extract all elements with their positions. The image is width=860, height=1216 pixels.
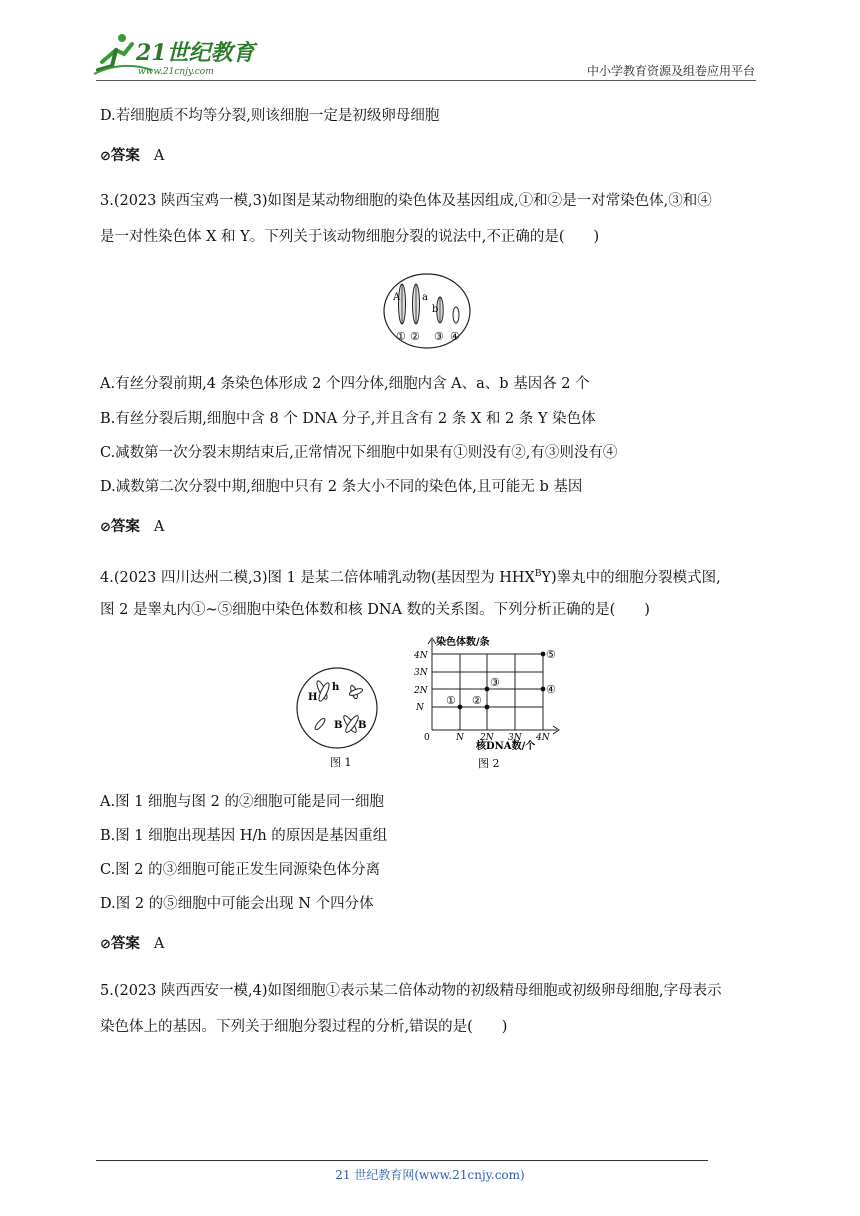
q3-stem-line2: 是一对性染色体 X 和 Y。下列关于该动物细胞分裂的说法中,不正确的是( )	[100, 229, 600, 245]
origin-label: 0	[424, 733, 430, 743]
q4-stem-line1: 4.(2023 四川达州二模,3)图 1 是某二倍体哺乳动物(基因型为 $HHX^BY$)睾丸中的细胞分裂模式图,	[100, 569, 721, 586]
q3-cell-figure	[382, 272, 472, 350]
footer-divider	[96, 1160, 708, 1161]
q4-figure-1	[294, 666, 380, 776]
point-label-5: ⑤	[546, 648, 556, 661]
q4-option-b: B.图 1 细胞出现基因 H/h 的原因是基因重组	[100, 828, 388, 844]
check-circle-icon: ⊘	[100, 149, 111, 164]
chromosome-label-1: ①	[396, 330, 406, 343]
x-tick-2N: 2N	[480, 733, 494, 743]
point-label-2: ②	[472, 694, 482, 707]
x-tick-4N: 4N	[536, 733, 550, 743]
q2-answer	[100, 146, 164, 167]
gene-H-label: H	[308, 692, 318, 703]
point-1-marker	[458, 705, 463, 710]
point-4-marker	[541, 687, 546, 692]
point-5-marker	[541, 652, 546, 657]
chromosome-label-2: ②	[410, 330, 420, 343]
y-tick-N: N	[416, 703, 424, 713]
chromosome-label-3: ③	[434, 330, 444, 343]
answer-value: A	[153, 936, 165, 952]
q4-option-a: A.图 1 细胞与图 2 的②细胞可能是同一细胞	[100, 794, 384, 810]
check-circle-icon: ⊘	[100, 937, 111, 952]
q5-stem-line1: 5.(2023 陕西西安一模,4)如图细胞①表示某二倍体动物的初级精母细胞或初级卵母细胞,字母表示	[100, 983, 722, 999]
fig2-caption: 图 2	[478, 757, 500, 770]
x-axis-title: 核DNA数/个	[476, 741, 536, 752]
point-2-marker	[485, 705, 490, 710]
q3-option-b: B.有丝分裂后期,细胞中含 8 个 DNA 分子,并且含有 2 条 X 和 2 条 Y 染色体	[100, 411, 596, 427]
y-tick-3N: 3N	[414, 668, 428, 678]
y-tick-4N: 4N	[414, 651, 428, 661]
footer-link[interactable]: 21 世纪教育网(www.21cnjy.com)	[335, 1168, 525, 1182]
answer-value: A	[153, 519, 165, 535]
q4-option-d: D.图 2 的⑤细胞中可能会出现 N 个四分体	[100, 896, 374, 912]
header-divider	[96, 80, 756, 81]
point-label-3: ③	[490, 676, 500, 689]
point-label-1: ①	[446, 694, 456, 707]
check-circle-icon: ⊘	[100, 520, 111, 535]
q4-answer	[100, 934, 164, 955]
q3-option-c: C.减数第一次分裂末期结束后,正常情况下细胞中如果有①则没有②,有③则没有④	[100, 445, 618, 461]
gene-a-label: a	[422, 292, 428, 303]
q5-stem-line2: 染色体上的基因。下列关于细胞分裂过程的分析,错误的是( )	[100, 1019, 508, 1035]
answer-label: 答案	[110, 936, 140, 952]
q4-option-c: C.图 2 的③细胞可能正发生同源染色体分离	[100, 862, 381, 878]
answer-value: A	[153, 148, 165, 164]
gene-B1-label: B	[334, 720, 343, 731]
gene-A-label: A	[393, 292, 401, 303]
y-tick-2N: 2N	[414, 686, 428, 696]
q3-option-d: D.减数第二次分裂中期,细胞中只有 2 条大小不同的染色体,且可能无 b 基因	[100, 479, 583, 495]
q4-stem-superscript: B	[534, 569, 542, 579]
q3-stem-line1: 3.(2023 陕西宝鸡一模,3)如图是某动物细胞的染色体及基因组成,①和②是一对常染色体,③和④	[100, 193, 712, 209]
y-axis-title: 染色体数/条	[436, 637, 490, 648]
x-tick-N: N	[456, 733, 464, 743]
q3-answer	[100, 517, 164, 538]
fig1-caption: 图 1	[330, 756, 352, 769]
answer-label: 答案	[110, 148, 140, 164]
point-label-4: ④	[546, 683, 556, 696]
platform-name: 中小学教育资源及组卷应用平台	[586, 64, 755, 78]
q4-stem-line2: 图 2 是睾丸内①~⑤细胞中染色体数和核 DNA 数的关系图。下列分析正确的是( )	[100, 602, 650, 618]
q2-option-d: D.若细胞质不均等分裂,则该细胞一定是初级卵母细胞	[100, 108, 440, 124]
q4-figure-2	[412, 636, 562, 776]
q3-option-a: A.有丝分裂前期,4 条染色体形成 2 个四分体,细胞内含 A、a、b 基因各 2 个	[100, 376, 590, 392]
answer-label: 答案	[110, 519, 140, 535]
point-3-marker	[485, 687, 490, 692]
gene-h-label: h	[332, 682, 340, 693]
gene-b-label: b	[432, 304, 439, 315]
logo-url: www.21cnjy.com	[138, 67, 214, 77]
chromosome-label-4: ④	[450, 330, 460, 343]
x-tick-3N: 3N	[508, 733, 522, 743]
logo-text: 21世纪教育	[136, 40, 255, 66]
gene-B2-label: B	[358, 720, 367, 731]
site-logo	[92, 30, 262, 78]
